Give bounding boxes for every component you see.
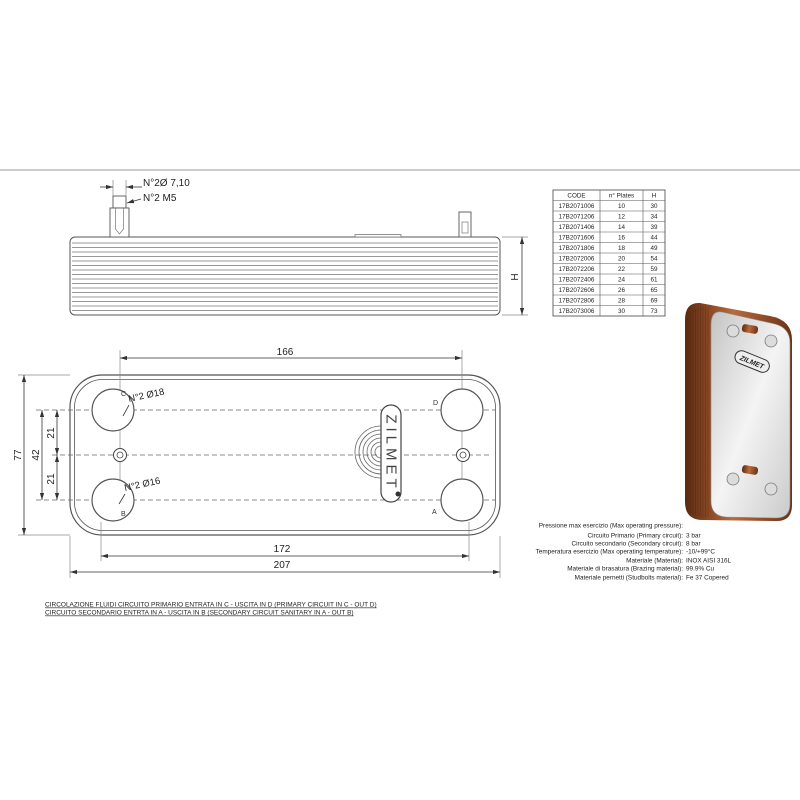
table-cell-code: 17B2071006	[558, 202, 595, 210]
stud-outer	[457, 449, 470, 462]
stud-thread-callout: N°2 M5	[143, 193, 177, 204]
table-cell-plates: 14	[617, 223, 626, 231]
table-cell-code: 17B2071806	[558, 244, 595, 252]
table-cell-code: 17B2072006	[558, 255, 595, 263]
table-cell-plates: 12	[617, 213, 626, 221]
spec-value: 3 bar	[686, 532, 701, 540]
note-primary-circuit: CIRCOLAZIONE FLUIDI CIRCUITO PRIMARIO ENTRATA IN C - USCITA IN D (PRIMARY CIRCUIT IN C - OUT D)	[45, 601, 377, 609]
stud-thread	[113, 196, 126, 208]
table-cell-code: 17B2072406	[558, 276, 595, 284]
port-callout-lower: N°2 Ø16	[123, 475, 162, 494]
table-cell-plates: 28	[617, 297, 626, 305]
table-cell-plates: 26	[617, 286, 626, 294]
table-cell-h: 39	[650, 223, 658, 231]
port-a	[441, 479, 483, 521]
table-cell-plates: 16	[617, 234, 626, 242]
spec-value: -10/+99°C	[686, 548, 716, 556]
photo-port	[765, 335, 777, 347]
spec-value: Fe 37 Copered	[686, 574, 729, 582]
table-cell-code: 17B2071406	[558, 223, 595, 231]
dimension-value: 77	[13, 449, 24, 461]
circulation-notes	[45, 602, 377, 617]
dimension-value-upper: 21	[46, 427, 57, 439]
photo-port	[765, 483, 777, 495]
logo-text: ZILMET	[738, 354, 765, 371]
table-cell-h: 34	[650, 213, 658, 221]
right-stud-front	[457, 449, 470, 462]
spec-label: Circuito secondario (Secondary circuit):	[571, 540, 683, 548]
height-label: H	[510, 273, 521, 281]
dimension-value: 166	[276, 347, 294, 358]
header-code: CODE	[567, 192, 586, 200]
table-cell-code: 17B2073006	[558, 307, 595, 315]
left-stud	[110, 196, 129, 237]
logo-text: ZILMET	[382, 414, 400, 492]
table-cell-h: 65	[650, 286, 658, 294]
dimension-value: 172	[273, 544, 291, 555]
port-label-b: B	[121, 511, 126, 518]
stud-base	[110, 208, 129, 237]
photo-port	[727, 325, 739, 337]
table-cell-h: 69	[650, 297, 658, 305]
spec-label: Materiale pernetti (Studbolts material):	[574, 574, 683, 582]
table-cell-code: 17B2072206	[558, 265, 595, 273]
table-cell-plates: 24	[617, 276, 626, 284]
table-cell-h: 44	[650, 234, 658, 242]
table-cell-plates: 30	[617, 307, 626, 315]
spec-value: 8 bar	[686, 540, 701, 548]
spec-value: 99.9% Cu	[686, 565, 715, 573]
spec-label: Materiale (Material):	[626, 557, 683, 565]
product-photo	[685, 303, 792, 521]
port-callout-upper: N°2 Ø18	[127, 386, 166, 405]
stud-outer	[114, 449, 127, 462]
table-cell-h: 59	[650, 265, 658, 273]
steel-cover-plate	[711, 312, 790, 518]
logo-dot	[396, 492, 401, 497]
table-cell-h: 73	[650, 307, 658, 315]
right-stud	[459, 212, 471, 237]
table-cell-code: 17B2072606	[558, 286, 595, 294]
table-cell-code: 17B2071606	[558, 234, 595, 242]
dimension-value: 42	[31, 449, 42, 461]
note-secondary-circuit: CIRCUITO SECONDARIO ENTRTA IN A - USCITA IN B (SECONDARY CIRCUIT SANITARY IN A - OUT B)	[45, 609, 354, 617]
header-plates: n° Plates	[608, 192, 635, 200]
spec-label: Circuito Primario (Primary circuit):	[587, 532, 683, 540]
table-cell-plates: 22	[617, 265, 626, 273]
spec-label: Temperatura esercizio (Max operating temperature):	[535, 548, 683, 556]
dimension-value-lower: 21	[46, 473, 57, 485]
table-cell-plates: 20	[617, 255, 626, 263]
table-cell-h: 49	[650, 244, 658, 252]
port-d	[441, 389, 483, 431]
photo-port	[727, 473, 739, 485]
port-label-d: D	[433, 400, 439, 407]
port-label-a: A	[432, 509, 437, 516]
dimension-value: 207	[273, 560, 291, 571]
left-stud-front	[114, 449, 127, 462]
table-cell-code: 17B2071206	[558, 213, 595, 221]
spec-label: Materiale di brasatura (Brazing material):	[567, 565, 683, 573]
spec-label: Pressione max esercizio (Max operating pressure):	[538, 522, 683, 530]
port-label-c: C	[121, 391, 127, 398]
stud-diameter-callout: N°2Ø 7,10	[143, 178, 190, 189]
table-cell-h: 61	[650, 276, 658, 284]
table-cell-h: 30	[650, 202, 658, 210]
table-cell-code: 17B2072806	[558, 297, 595, 305]
spec-value: INOX AISI 316L	[686, 557, 732, 565]
table-cell-h: 54	[650, 255, 658, 263]
table-cell-plates: 10	[617, 202, 626, 210]
plate-stack-outline	[70, 237, 500, 315]
table-cell-plates: 18	[617, 244, 626, 252]
header-h: H	[651, 192, 657, 200]
cover-plate-bump	[355, 235, 401, 238]
